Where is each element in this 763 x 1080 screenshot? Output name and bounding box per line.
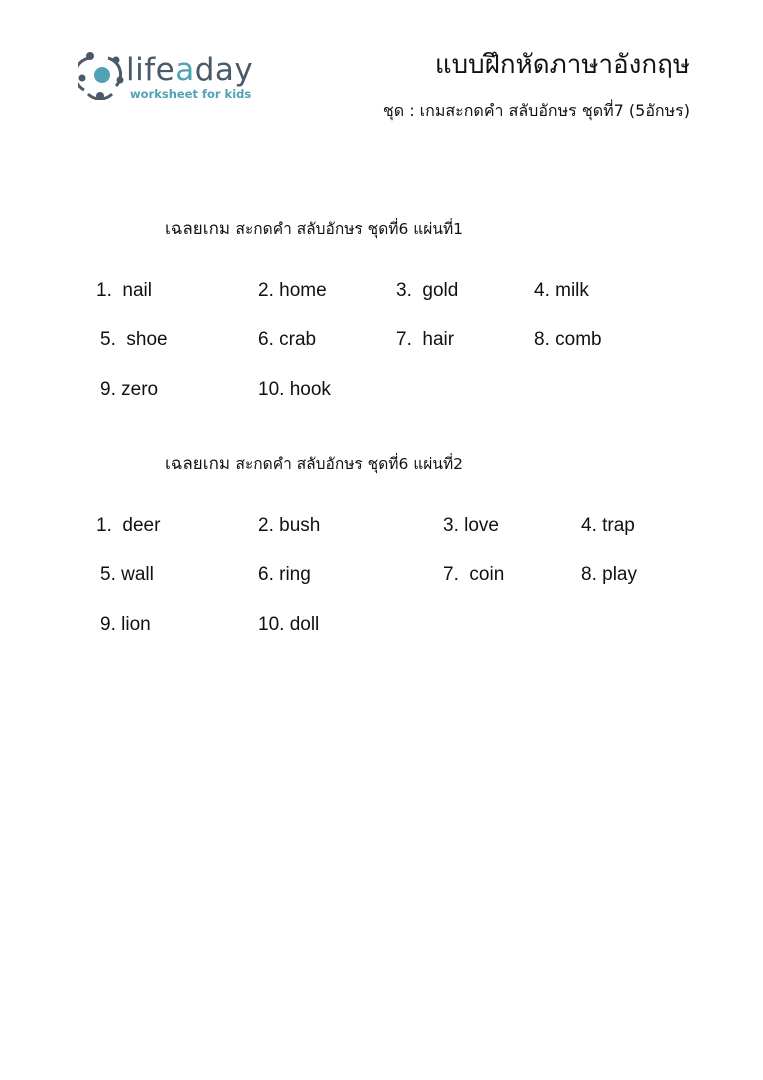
answer-item: 4. milk <box>534 280 589 301</box>
molecule-logo-icon <box>78 50 126 100</box>
answer-item: 6. crab <box>258 329 317 350</box>
answer-item: 4. trap <box>581 515 635 536</box>
answer-item: 3. gold <box>396 280 459 301</box>
answer-item: 9. zero <box>100 379 159 400</box>
answer-item: 3. love <box>443 515 499 536</box>
answer-item: 1. nail <box>96 280 152 301</box>
answer-item: 8. comb <box>534 329 602 350</box>
answer-item: 1. deer <box>96 515 161 536</box>
logo-tagline: worksheet for kids <box>130 87 252 101</box>
answer-item: 5. shoe <box>100 329 168 350</box>
section-1-title: เฉลยเกม สะกดคำ สลับอักษร ชุดที่6 แผ่นที่1 <box>165 219 464 239</box>
answer-item: 7. hair <box>396 329 455 350</box>
lifeaday-logo <box>78 50 258 106</box>
answer-item: 2. bush <box>258 515 321 536</box>
answer-item: 7. coin <box>443 564 505 585</box>
worksheet-subtitle: ชุด : เกมสะกดคำ สลับอักษร ชุดที่7 (5อักษร) <box>382 101 690 120</box>
answer-item: 6. ring <box>258 564 311 585</box>
logo-wordmark: lifeaday <box>126 52 254 88</box>
answer-item: 10. doll <box>258 614 320 635</box>
section-2-title: เฉลยเกม สะกดคำ สลับอักษร ชุดที่6 แผ่นที่2 <box>165 454 464 474</box>
answer-item: 8. play <box>581 564 637 585</box>
answer-item: 10. hook <box>258 379 331 400</box>
answer-item: 2. home <box>258 280 327 301</box>
answer-item: 9. lion <box>100 614 151 635</box>
worksheet-title: แบบฝึกหัดภาษาอังกฤษ <box>434 50 690 80</box>
answer-item: 5. wall <box>100 564 154 585</box>
